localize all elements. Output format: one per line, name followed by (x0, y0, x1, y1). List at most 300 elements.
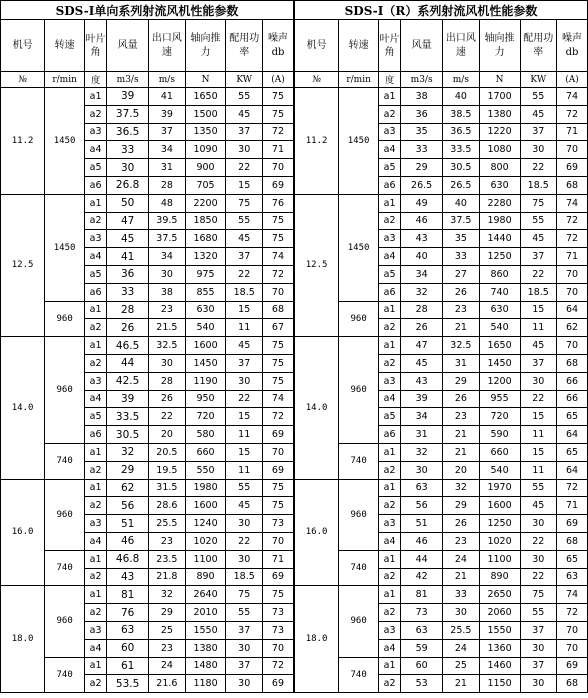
value-cell: 34 (149, 141, 185, 159)
value-cell: 18.5 (226, 283, 262, 301)
value-cell: 34 (149, 248, 185, 266)
value-cell: 28 (401, 301, 443, 319)
value-cell: 15 (226, 176, 262, 194)
value-cell: 70 (557, 141, 588, 159)
blade-angle-cell: a1 (85, 550, 107, 568)
blade-angle-cell: a2 (379, 497, 401, 515)
value-cell: 11 (226, 319, 262, 337)
blade-angle-cell: a2 (379, 461, 401, 479)
value-cell: 20 (149, 426, 185, 444)
value-cell: 30 (226, 639, 262, 657)
value-cell: 1460 (479, 657, 520, 675)
blade-angle-cell: a5 (85, 265, 107, 283)
value-cell: 22 (149, 408, 185, 426)
blade-angle-cell: a6 (379, 176, 401, 194)
value-cell: 40 (401, 248, 443, 266)
blade-angle-cell: a2 (379, 568, 401, 586)
value-cell: 70 (262, 443, 293, 461)
value-cell: 45 (226, 497, 262, 515)
value-cell: 26 (443, 390, 479, 408)
table-title: SDS-I单向系列射流风机性能参数 (1, 1, 294, 20)
value-cell: 18.5 (520, 176, 556, 194)
value-cell: 41 (107, 248, 149, 266)
blade-angle-cell: a5 (379, 159, 401, 177)
unit-cell: r/min (45, 72, 85, 88)
blade-angle-cell: a1 (85, 88, 107, 106)
value-cell: 75 (520, 586, 556, 604)
value-cell: 660 (185, 443, 226, 461)
blade-angle-cell: a4 (379, 248, 401, 266)
value-cell: 26 (401, 319, 443, 337)
machine-number: 11.2 (1, 88, 45, 195)
value-cell: 15 (520, 408, 556, 426)
blade-angle-cell: a2 (85, 568, 107, 586)
value-cell: 1020 (185, 532, 226, 550)
value-cell: 25.5 (149, 515, 185, 533)
value-cell: 11 (520, 461, 556, 479)
value-cell: 75 (262, 497, 293, 515)
blade-angle-cell: a1 (379, 194, 401, 212)
value-cell: 23 (149, 532, 185, 550)
value-cell: 955 (479, 390, 520, 408)
value-cell: 21 (443, 426, 479, 444)
blade-angle-cell: a1 (379, 337, 401, 355)
value-cell: 43 (107, 568, 149, 586)
value-cell: 75 (226, 586, 262, 604)
value-cell: 30 (520, 550, 556, 568)
value-cell: 800 (479, 159, 520, 177)
value-cell: 1600 (479, 497, 520, 515)
value-cell: 33.5 (443, 141, 479, 159)
speed-cell: 1450 (45, 194, 85, 301)
value-cell: 53 (401, 675, 443, 693)
blade-angle-cell: a1 (379, 88, 401, 106)
value-cell: 30 (520, 639, 556, 657)
speed-cell: 960 (45, 337, 85, 444)
value-cell: 69 (557, 515, 588, 533)
value-cell: 1970 (479, 479, 520, 497)
value-cell: 21 (443, 319, 479, 337)
value-cell: 590 (479, 426, 520, 444)
unit-cell: m/s (443, 72, 479, 88)
value-cell: 37 (226, 354, 262, 372)
value-cell: 1650 (185, 88, 226, 106)
value-cell: 26.5 (401, 176, 443, 194)
speed-cell: 740 (339, 657, 379, 693)
blade-angle-cell: a4 (379, 532, 401, 550)
value-cell: 31 (401, 426, 443, 444)
blade-angle-cell: a2 (379, 212, 401, 230)
value-cell: 37 (520, 354, 556, 372)
unit-cell: 度 (85, 72, 107, 88)
value-cell: 37 (520, 621, 556, 639)
unit-cell: N (479, 72, 520, 88)
speed-cell: 740 (339, 443, 379, 479)
table-row (1, 586, 294, 604)
value-cell: 540 (479, 319, 520, 337)
column-header: 机号 (295, 20, 339, 72)
value-cell: 47 (107, 212, 149, 230)
table-row (1, 88, 294, 106)
value-cell: 37.5 (443, 212, 479, 230)
value-cell: 1350 (185, 123, 226, 141)
value-cell: 1450 (185, 354, 226, 372)
value-cell: 66 (557, 372, 588, 390)
table-row (295, 88, 588, 106)
value-cell: 23 (443, 408, 479, 426)
unit-cell: KW (226, 72, 262, 88)
value-cell: 22 (226, 265, 262, 283)
value-cell: 75 (262, 337, 293, 355)
value-cell: 69 (557, 159, 588, 177)
table-row (295, 657, 588, 675)
value-cell: 1190 (185, 372, 226, 390)
value-cell: 29 (149, 604, 185, 622)
value-cell: 28 (107, 301, 149, 319)
value-cell: 51 (401, 515, 443, 533)
value-cell: 53.5 (107, 675, 149, 693)
value-cell: 47 (401, 337, 443, 355)
value-cell: 39 (107, 88, 149, 106)
speed-cell: 960 (45, 586, 85, 657)
value-cell: 21.5 (149, 319, 185, 337)
value-cell: 72 (262, 265, 293, 283)
value-cell: 42.5 (107, 372, 149, 390)
value-cell: 81 (107, 586, 149, 604)
value-cell: 71 (557, 248, 588, 266)
value-cell: 73 (262, 515, 293, 533)
value-cell: 74 (557, 88, 588, 106)
column-header: 轴向推力 (479, 20, 520, 72)
blade-angle-cell: a1 (85, 194, 107, 212)
value-cell: 65 (557, 550, 588, 568)
value-cell: 30 (226, 675, 262, 693)
blade-angle-cell: a6 (85, 283, 107, 301)
machine-number: 12.5 (295, 194, 339, 336)
value-cell: 1100 (479, 550, 520, 568)
value-cell: 23 (149, 639, 185, 657)
value-cell: 37.5 (149, 230, 185, 248)
blade-angle-cell: a2 (379, 105, 401, 123)
value-cell: 21.8 (149, 568, 185, 586)
value-cell: 46.8 (107, 550, 149, 568)
value-cell: 11 (520, 319, 556, 337)
value-cell: 75 (262, 230, 293, 248)
speed-cell: 740 (45, 550, 85, 586)
value-cell: 37 (226, 123, 262, 141)
value-cell: 74 (557, 586, 588, 604)
value-cell: 72 (262, 123, 293, 141)
value-cell: 34 (401, 265, 443, 283)
value-cell: 23 (443, 532, 479, 550)
value-cell: 70 (262, 532, 293, 550)
value-cell: 75 (262, 212, 293, 230)
value-cell: 75 (262, 88, 293, 106)
value-cell: 75 (226, 194, 262, 212)
value-cell: 1440 (479, 230, 520, 248)
value-cell: 75 (262, 354, 293, 372)
value-cell: 37 (226, 248, 262, 266)
value-cell: 45 (401, 354, 443, 372)
blade-angle-cell: a4 (85, 532, 107, 550)
value-cell: 1220 (479, 123, 520, 141)
value-cell: 45 (520, 497, 556, 515)
value-cell: 37 (520, 657, 556, 675)
value-cell: 30 (443, 604, 479, 622)
value-cell: 70 (557, 639, 588, 657)
value-cell: 740 (479, 283, 520, 301)
blade-angle-cell: a4 (85, 639, 107, 657)
blade-angle-cell: a4 (379, 390, 401, 408)
value-cell: 23 (149, 301, 185, 319)
value-cell: 38 (401, 88, 443, 106)
value-cell: 20 (443, 461, 479, 479)
machine-number: 16.0 (295, 479, 339, 586)
value-cell: 36 (107, 265, 149, 283)
value-cell: 69 (262, 461, 293, 479)
column-header: 转速 (339, 20, 379, 72)
value-cell: 51 (107, 515, 149, 533)
blade-angle-cell: a1 (85, 479, 107, 497)
value-cell: 1360 (479, 639, 520, 657)
blade-angle-cell: a2 (85, 497, 107, 515)
value-cell: 15 (520, 443, 556, 461)
value-cell: 975 (185, 265, 226, 283)
speed-cell: 960 (339, 337, 379, 444)
left-spec-table (0, 0, 294, 693)
value-cell: 1380 (185, 639, 226, 657)
value-cell: 33 (107, 141, 149, 159)
value-cell: 30 (226, 141, 262, 159)
table-row (295, 550, 588, 568)
value-cell: 1080 (479, 141, 520, 159)
value-cell: 26 (443, 283, 479, 301)
speed-cell: 740 (45, 443, 85, 479)
value-cell: 55 (520, 88, 556, 106)
value-cell: 660 (479, 443, 520, 461)
value-cell: 1320 (185, 248, 226, 266)
value-cell: 23 (443, 301, 479, 319)
table-row (295, 443, 588, 461)
unit-cell (401, 72, 443, 88)
value-cell: 30.5 (443, 159, 479, 177)
value-cell: 1250 (479, 248, 520, 266)
value-cell: 540 (185, 319, 226, 337)
table-row (1, 194, 294, 212)
value-cell: 69 (262, 568, 293, 586)
speed-cell: 1450 (339, 88, 379, 195)
value-cell: 40 (443, 88, 479, 106)
machine-number: 14.0 (1, 337, 45, 479)
value-cell: 71 (262, 141, 293, 159)
value-cell: 68 (557, 176, 588, 194)
value-cell: 46 (401, 532, 443, 550)
value-cell: 37 (226, 657, 262, 675)
value-cell: 35 (443, 230, 479, 248)
value-cell: 39.5 (149, 212, 185, 230)
blade-angle-cell: a3 (85, 515, 107, 533)
value-cell: 1250 (479, 515, 520, 533)
value-cell: 33 (107, 283, 149, 301)
value-cell: 26 (107, 319, 149, 337)
value-cell: 65 (557, 408, 588, 426)
blade-angle-cell: a1 (85, 586, 107, 604)
blade-angle-cell: a1 (85, 443, 107, 461)
machine-number: 14.0 (295, 337, 339, 479)
table-row (295, 337, 588, 355)
value-cell: 75 (520, 194, 556, 212)
value-cell: 890 (185, 568, 226, 586)
value-cell: 19.5 (149, 461, 185, 479)
value-cell: 43 (401, 230, 443, 248)
value-cell: 950 (185, 390, 226, 408)
value-cell: 31 (443, 354, 479, 372)
blade-angle-cell: a2 (85, 461, 107, 479)
speed-cell: 960 (339, 301, 379, 337)
value-cell: 71 (557, 123, 588, 141)
value-cell: 68 (557, 354, 588, 372)
blade-angle-cell: a6 (85, 426, 107, 444)
value-cell: 75 (262, 586, 293, 604)
value-cell: 1600 (185, 497, 226, 515)
value-cell: 63 (401, 479, 443, 497)
value-cell: 46 (107, 532, 149, 550)
value-cell: 70 (262, 283, 293, 301)
value-cell: 24 (443, 639, 479, 657)
value-cell: 26.8 (107, 176, 149, 194)
unit-text: m3/s (116, 74, 139, 85)
value-cell: 48 (149, 194, 185, 212)
table-row (1, 479, 294, 497)
unit-cell: № (1, 72, 45, 88)
value-cell: 22 (226, 390, 262, 408)
value-cell: 70 (262, 159, 293, 177)
value-cell: 22 (520, 159, 556, 177)
value-cell: 21 (443, 568, 479, 586)
left-panel (0, 0, 294, 693)
value-cell: 37 (149, 123, 185, 141)
value-cell: 24 (443, 550, 479, 568)
value-cell: 71 (557, 497, 588, 515)
column-header: 配用功率 (520, 20, 556, 72)
value-cell: 76 (107, 604, 149, 622)
column-header: 出口风速 (149, 20, 185, 72)
value-cell: 24 (149, 657, 185, 675)
unit-cell: (A) (262, 72, 293, 88)
value-cell: 30 (226, 550, 262, 568)
value-cell: 75 (262, 479, 293, 497)
value-cell: 33.5 (107, 408, 149, 426)
table-row (295, 586, 588, 604)
value-cell: 69 (557, 657, 588, 675)
machine-number: 16.0 (1, 479, 45, 586)
value-cell: 45 (520, 337, 556, 355)
value-cell: 2280 (479, 194, 520, 212)
value-cell: 72 (557, 604, 588, 622)
speed-cell: 740 (339, 550, 379, 586)
blade-angle-cell: a5 (379, 408, 401, 426)
value-cell: 36 (401, 105, 443, 123)
blade-angle-cell: a4 (379, 141, 401, 159)
unit-cell: 度 (379, 72, 401, 88)
value-cell: 69 (262, 426, 293, 444)
value-cell: 30 (107, 159, 149, 177)
blade-angle-cell: a2 (85, 105, 107, 123)
value-cell: 26 (149, 390, 185, 408)
value-cell: 64 (557, 426, 588, 444)
value-cell: 15 (520, 301, 556, 319)
value-cell: 41 (149, 88, 185, 106)
value-cell: 18.5 (226, 568, 262, 586)
value-cell: 2010 (185, 604, 226, 622)
unit-cell: m/s (149, 72, 185, 88)
value-cell: 33 (443, 248, 479, 266)
value-cell: 11 (226, 461, 262, 479)
value-cell: 30.5 (107, 426, 149, 444)
value-cell: 39 (401, 390, 443, 408)
value-cell: 81 (401, 586, 443, 604)
blade-angle-cell: a1 (379, 657, 401, 675)
blade-angle-cell: a3 (379, 372, 401, 390)
blade-angle-cell: a5 (85, 408, 107, 426)
value-cell: 68 (557, 675, 588, 693)
value-cell: 21 (443, 443, 479, 461)
value-cell: 37 (226, 621, 262, 639)
value-cell: 39 (149, 105, 185, 123)
blade-angle-cell: a4 (85, 248, 107, 266)
blade-angle-cell: a5 (379, 265, 401, 283)
value-cell: 580 (185, 426, 226, 444)
value-cell: 22 (520, 568, 556, 586)
blade-angle-cell: a1 (379, 550, 401, 568)
value-cell: 28 (149, 372, 185, 390)
value-cell: 18.5 (520, 283, 556, 301)
value-cell: 26 (443, 515, 479, 533)
value-cell: 32 (401, 283, 443, 301)
value-cell: 30 (149, 265, 185, 283)
value-cell: 1550 (185, 621, 226, 639)
value-cell: 15 (226, 443, 262, 461)
value-cell: 44 (107, 354, 149, 372)
blade-angle-cell: a2 (379, 319, 401, 337)
blade-angle-cell: a1 (379, 443, 401, 461)
value-cell: 1850 (185, 212, 226, 230)
value-cell: 29 (443, 497, 479, 515)
value-cell: 42 (401, 568, 443, 586)
value-cell: 38 (149, 283, 185, 301)
value-cell: 2200 (185, 194, 226, 212)
value-cell: 630 (479, 176, 520, 194)
blade-angle-cell: a2 (379, 675, 401, 693)
value-cell: 1090 (185, 141, 226, 159)
value-cell: 11 (520, 426, 556, 444)
blade-angle-cell: a4 (85, 141, 107, 159)
value-cell: 29 (443, 372, 479, 390)
value-cell: 1980 (479, 212, 520, 230)
value-cell: 29 (401, 159, 443, 177)
blade-angle-cell: a4 (85, 390, 107, 408)
column-header: 噪声db (557, 20, 588, 72)
speed-cell: 1450 (339, 194, 379, 301)
value-cell: 45 (520, 230, 556, 248)
value-cell: 22 (226, 159, 262, 177)
value-cell: 1380 (479, 105, 520, 123)
value-cell: 36.5 (443, 123, 479, 141)
value-cell: 45 (520, 105, 556, 123)
value-cell: 61 (107, 657, 149, 675)
value-cell: 63 (557, 568, 588, 586)
value-cell: 1700 (479, 88, 520, 106)
